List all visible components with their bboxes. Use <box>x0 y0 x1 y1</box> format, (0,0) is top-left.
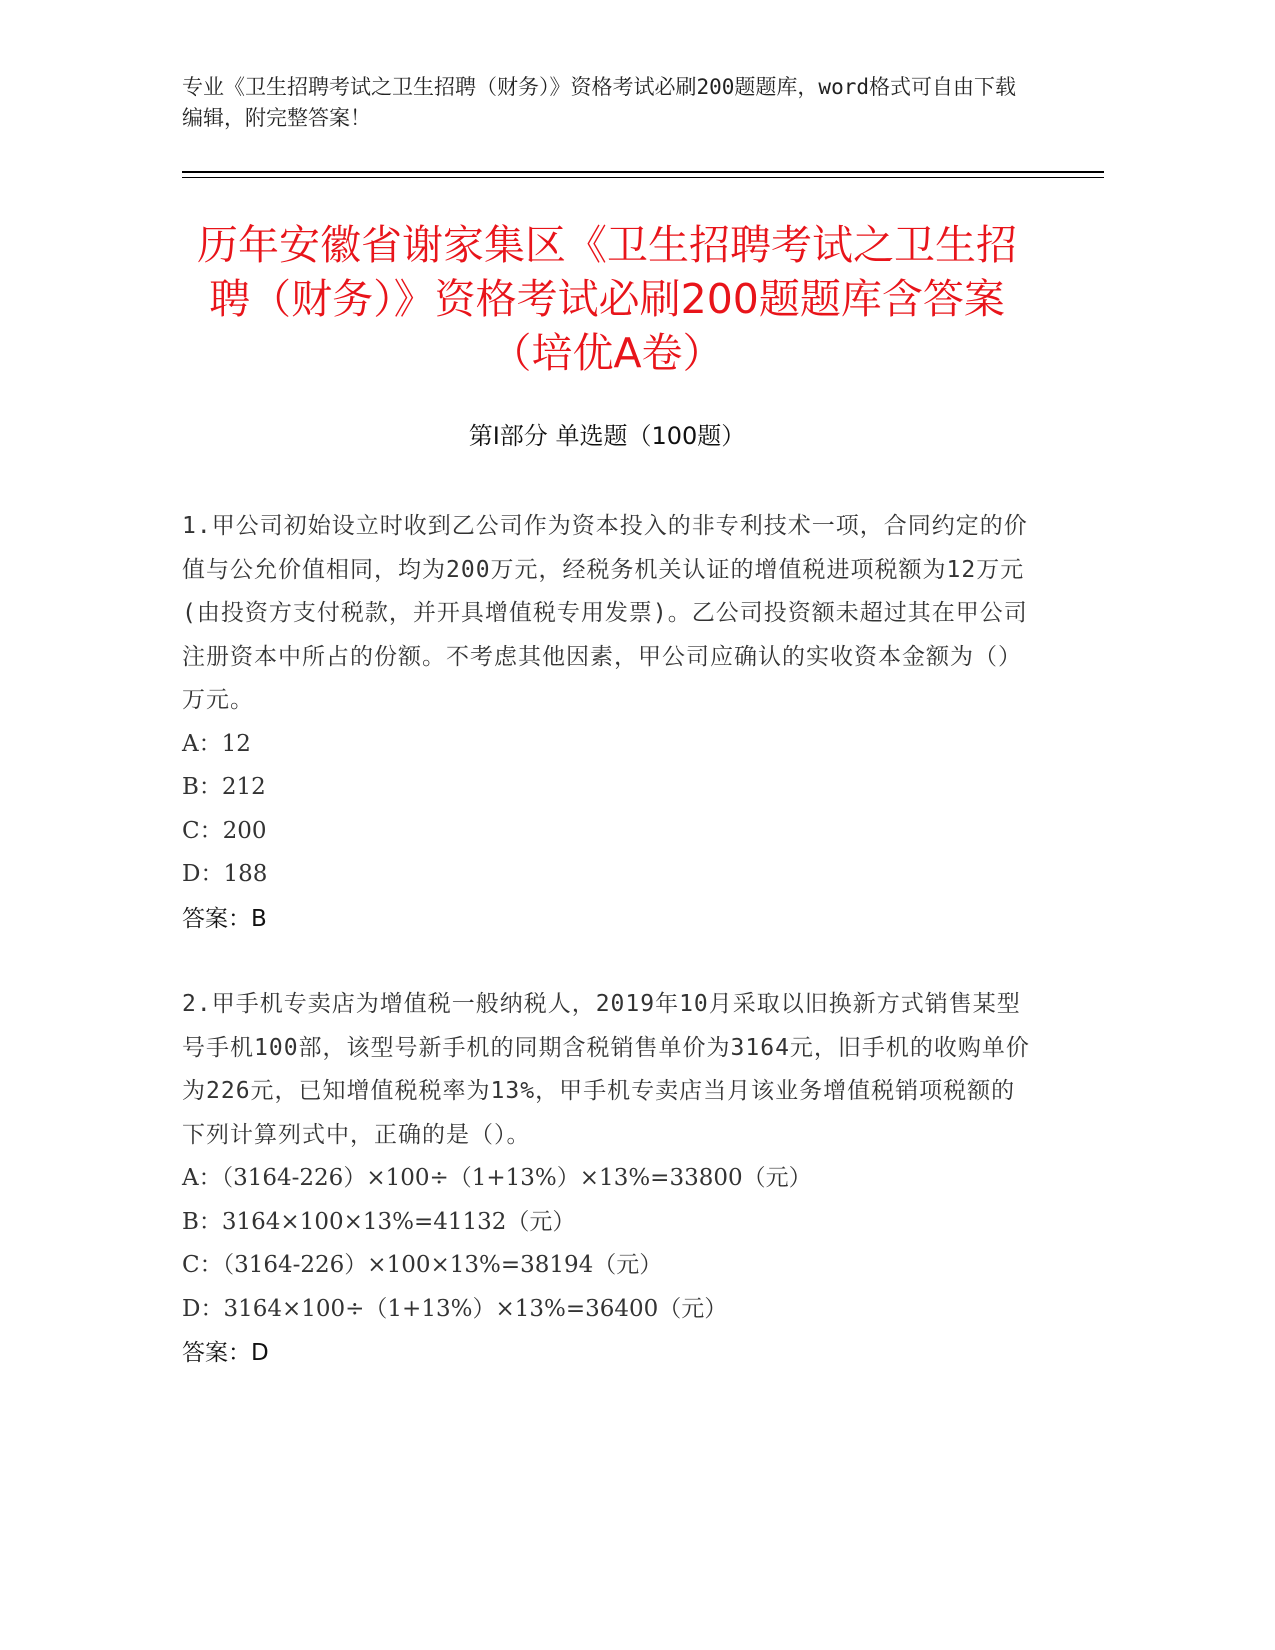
option-b: B：3164×100×13%=41132（元） <box>182 1208 576 1235</box>
answer: 答案：D <box>182 1340 269 1366</box>
option-d: D：3164×100÷（1+13%）×13%=36400（元） <box>182 1295 728 1322</box>
option-a: A：（3164-226）×100÷（1+13%）×13%=33800（元） <box>182 1165 812 1191</box>
answer: 答案：B <box>182 905 267 932</box>
question-2 <box>182 983 1037 1375</box>
question-stem: 1.甲公司初始设立时收到乙公司作为资本投入的非专利技术一项，合同约定的价值与公允价值相同，均为200万元，经税务机关认证的增值税进项税额为12万元(由投资方支付税款，并开具增值税专用发票)。乙公司投资额未超过其在甲公司注册资本中所占的份额。不考虑其他因素，甲公司应确认的实收资本金额为（）万元。 <box>182 513 1028 713</box>
option-a: A：12 <box>182 730 251 757</box>
document-title: 历年安徽省谢家集区《卫生招聘考试之卫生招聘（财务）》资格考试必刷200题题库含答案（培优A卷） <box>197 221 1017 377</box>
option-c: C：（3164-226）×100×13%=38194（元） <box>182 1252 663 1278</box>
header-note: 专业《卫生招聘考试之卫生招聘（财务）》资格考试必刷200题题库，word格式可自由下载编辑，附完整答案！ <box>182 75 1016 130</box>
header-divider-thick <box>182 171 1104 173</box>
question-stem: 2.甲手机专卖店为增值税一般纳税人，2019年10月采取以旧换新方式销售某型号手机100部，该型号新手机的同期含税销售单价为3164元，旧手机的收购单价为226元，已知增值税税率为13%，甲手机专卖店当月该业务增值税销项税额的下列计算列式中，正确的是（）。 <box>182 991 1030 1148</box>
header-divider-thin <box>182 177 1104 178</box>
option-b: B：212 <box>182 774 266 800</box>
question-1 <box>182 505 1037 941</box>
option-c: C：200 <box>182 817 267 844</box>
section-title: 第I部分 单选题（100题） <box>468 422 746 450</box>
option-d: D：188 <box>182 861 268 887</box>
